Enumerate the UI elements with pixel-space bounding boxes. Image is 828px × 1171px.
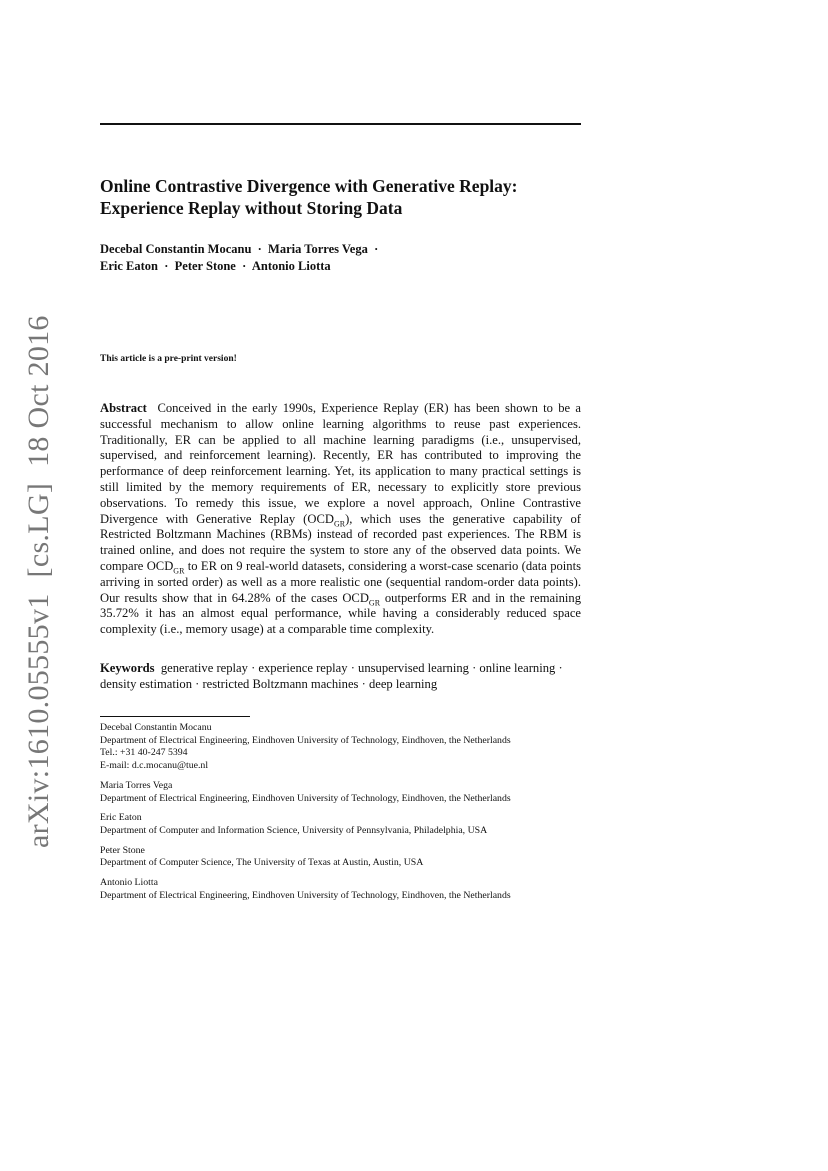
authors-line-1: Decebal Constantin Mocanu · Maria Torres Vega ·: [100, 242, 379, 256]
keywords-heading: Keywords: [100, 661, 155, 675]
affiliation-name: Maria Torres Vega: [100, 779, 173, 791]
abstract-heading: Abstract: [100, 401, 147, 415]
arxiv-id: arXiv:1610.05555v1: [22, 593, 55, 848]
arxiv-sidebar-stamp: [22, 299, 56, 848]
affiliation-dept: Department of Electrical Engineering, Eindhoven University of Technology, Eindhoven, the Netherlands: [100, 792, 511, 804]
affiliation-dept: Department of Electrical Engineering, Eindhoven University of Technology, Eindhoven, the Netherlands: [100, 889, 511, 901]
abstract-text-1: Conceived in the early 1990s, Experience Replay (ER) has been shown to be a successful mechanism to allow online learning algorithms to reuse past experiences. Traditionally, ER can be applied to all machine learning paradigms (i.e., unsupervised, supervised, and reinforcement learning). Recently, ER has contributed to improving the performance of deep reinforcement learning. Yet, its application to many practical settings is still limited by the memory requirements of ER, necessary to explicitly store previous observations. To remedy this issue, we explore a novel approach, Online Contrastive Divergence with Generative Replay (OCD: [100, 401, 581, 526]
affiliation-block: [100, 812, 600, 837]
affiliation-dept: Department of Computer and Information Science, University of Pennsylvania, Philadelphia, USA: [100, 824, 488, 836]
affiliation-dept: Department of Electrical Engineering, Eindhoven University of Technology, Eindhoven, the Netherlands: [100, 734, 511, 746]
affiliation-block: [100, 877, 600, 902]
keywords: [100, 660, 581, 692]
arxiv-date: 18 Oct 2016: [22, 315, 55, 467]
title-line-2: Experience Replay without Storing Data: [100, 198, 403, 218]
abstract-text-2: ), which uses the generative capability of Restricted Boltzmann Machines (RBMs) instead of recorded past experiences. The RBM is trained online, and does not require the system to store any of the observed data points. We compare OCD: [100, 511, 581, 573]
top-rule: [100, 123, 581, 125]
keywords-text: generative replay · experience replay · unsupervised learning · online learning · density estimation · restricted Boltzmann machines · deep learning: [100, 661, 563, 691]
affiliation-name: Eric Eaton: [100, 812, 142, 824]
affiliation-block: [100, 780, 600, 805]
paper-title: [100, 175, 590, 219]
abstract: [100, 401, 581, 638]
affiliation-tel: Tel.: +31 40-247 5394: [100, 747, 188, 759]
authors-line-2: Eric Eaton · Peter Stone · Antonio Liotta: [100, 259, 331, 273]
affiliation-name: Antonio Liotta: [100, 877, 158, 889]
abstract-text-3: to ER on 9 real-world datasets, considering a worst-case scenario (data points arriving in sorted order) as well as a more realistic one (sequential random-order data points). Our results show that in 64.28% of the cases OCD: [100, 558, 581, 605]
affiliation-block: [100, 722, 600, 773]
title-line-1: Online Contrastive Divergence with Generative Replay:: [100, 176, 518, 196]
affiliations: [100, 722, 600, 909]
affiliation-email: E-mail: d.c.mocanu@tue.nl: [100, 760, 209, 772]
affiliation-block: [100, 845, 600, 870]
subscript-gr: GR: [368, 598, 381, 608]
affiliation-name: Peter Stone: [100, 844, 145, 856]
subscript-gr: GR: [173, 566, 185, 576]
arxiv-category: [cs.LG]: [22, 482, 55, 578]
author-list: [100, 241, 590, 275]
footnote-rule: [100, 716, 250, 717]
affiliation-dept: Department of Computer Science, The University of Texas at Austin, Austin, USA: [100, 857, 424, 869]
abstract-text-4: outperforms ER and in the remaining 35.72% it has an almost equal performance, while having a considerably reduced space complexity (i.e., memory usage) at a comparable time complexity.: [100, 590, 581, 637]
subscript-gr: GR: [333, 519, 346, 529]
preprint-note: This article is a pre-print version!: [100, 354, 237, 364]
affiliation-name: Decebal Constantin Mocanu: [100, 722, 212, 733]
